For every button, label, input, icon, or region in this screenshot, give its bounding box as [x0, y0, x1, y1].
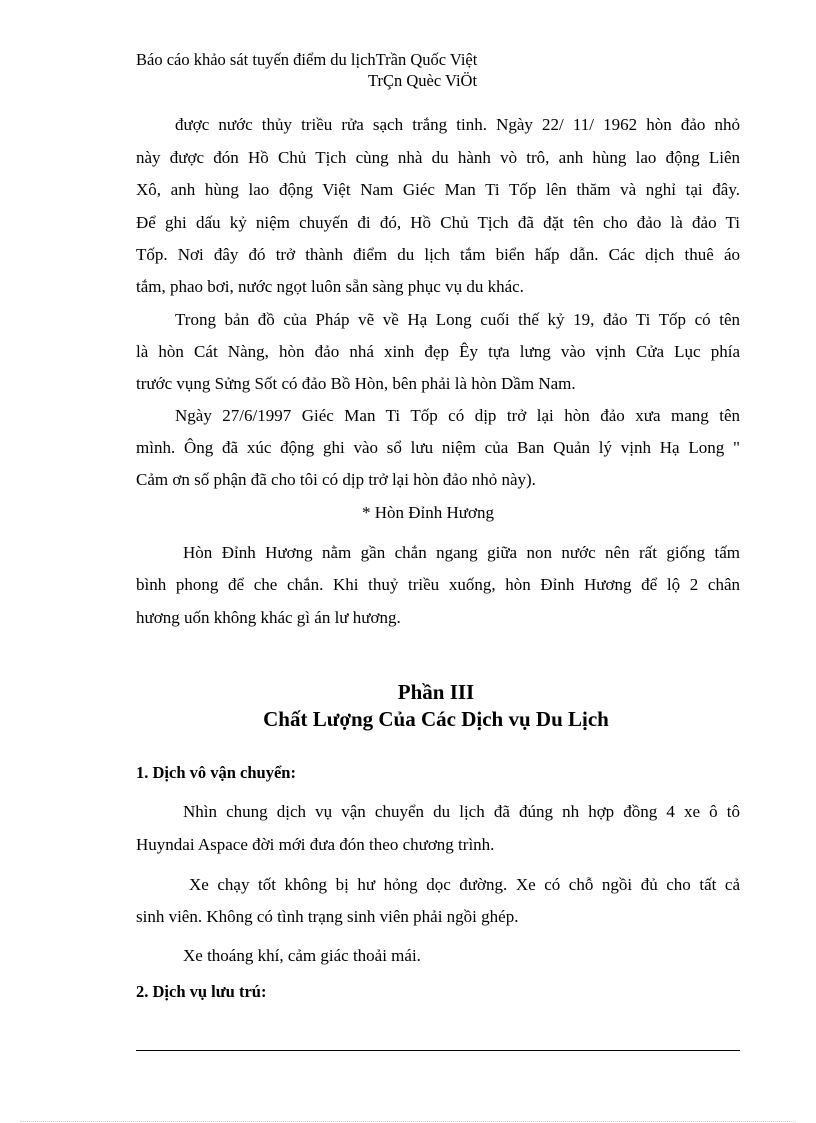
text-line: mình. Ông đã xúc động ghi vào sổ lưu niệm của Ban Quản lý vịnh Hạ Long ": [136, 438, 740, 457]
section-2-heading: 2. Dịch vụ lưu trú:: [136, 982, 267, 1001]
text-line: Nhìn chung dịch vụ vận chuyển du lịch đã đúng nh hợp đồng 4 xe ô tô: [183, 802, 740, 821]
text-line: bình phong để che chắn. Khi thuỷ triều xuống, hòn Đỉnh Hương để lộ 2 chân: [136, 575, 740, 594]
text-line: Tốp. Nơi đây đó trở thành điểm du lịch tắm biển hấp dẫn. Các dịch thuê áo: [136, 245, 740, 264]
text-line: Huyndai Aspace đời mới đưa đón theo chương trình.: [136, 835, 495, 854]
part-title: Phần III: [397, 680, 475, 704]
text-line: Cảm ơn số phận đã cho tôi có dịp trở lại hòn đảo nhỏ này).: [136, 470, 536, 489]
text-line: sinh viên. Không có tình trạng sinh viên phải ngồi ghép.: [136, 907, 519, 926]
part-subtitle: Chất Lượng Của Các Dịch vụ Du Lịch: [263, 707, 609, 731]
text-line: là hòn Cát Nàng, hòn đảo nhá xinh đẹp Êy tựa lưng vào vịnh Cửa Lục phía: [136, 342, 740, 361]
footer-rule: [136, 1050, 740, 1051]
text-line: Trong bản đồ của Pháp vẽ về Hạ Long cuối thế kỷ 19, đảo Ti Tốp có tên: [175, 310, 740, 329]
text-line: Xe chạy tốt không bị hư hỏng dọc đường. Xe có chỗ ngồi đủ cho tất cả: [189, 875, 740, 894]
page-header-line1: Báo cáo khảo sát tuyến điểm du lịchTrần Quốc Việt: [136, 50, 478, 69]
page-edge-divider: [20, 1121, 796, 1122]
text-line: Ngày 27/6/1997 Giéc Man Ti Tốp có dịp trở lại hòn đảo xưa mang tên: [175, 406, 740, 425]
text-line: này được đón Hồ Chủ Tịch cùng nhà du hành vò trô, anh hùng lao động Liên: [136, 148, 740, 167]
text-line: Hòn Đỉnh Hương nằm gần chắn ngang giữa non nước nên rất giống tấm: [183, 543, 740, 562]
page-header-line2: TrÇn Quèc ViÖt: [368, 71, 478, 90]
text-line: tắm, phao bơi, nước ngọt luôn sẵn sàng phục vụ du khác.: [136, 277, 524, 296]
text-line: hương uốn không khác gì án lư hương.: [136, 608, 401, 627]
text-line: trước vụng Sửng Sốt có đảo Bồ Hòn, bên phải là hòn Dầm Nam.: [136, 374, 576, 393]
section-1-paragraph-3: Xe thoáng khí, cảm giác thoải mái.: [183, 946, 421, 965]
subheading-hon-dinh-huong: * Hòn Đỉnh Hương: [362, 503, 495, 522]
section-1-heading: 1. Dịch vô vận chuyển:: [136, 763, 296, 782]
text-line: được nước thủy triều rửa sạch trắng tinh. Ngày 22/ 11/ 1962 hòn đảo nhỏ: [175, 115, 740, 134]
text-line: Xô, anh hùng lao động Việt Nam Giéc Man Ti Tốp lên thăm và nghỉ tại đây.: [136, 180, 740, 199]
text-line: Để ghi dấu kỷ niệm chuyến đi đó, Hồ Chủ Tịch đã đặt tên cho đảo là đảo Ti: [136, 213, 740, 232]
